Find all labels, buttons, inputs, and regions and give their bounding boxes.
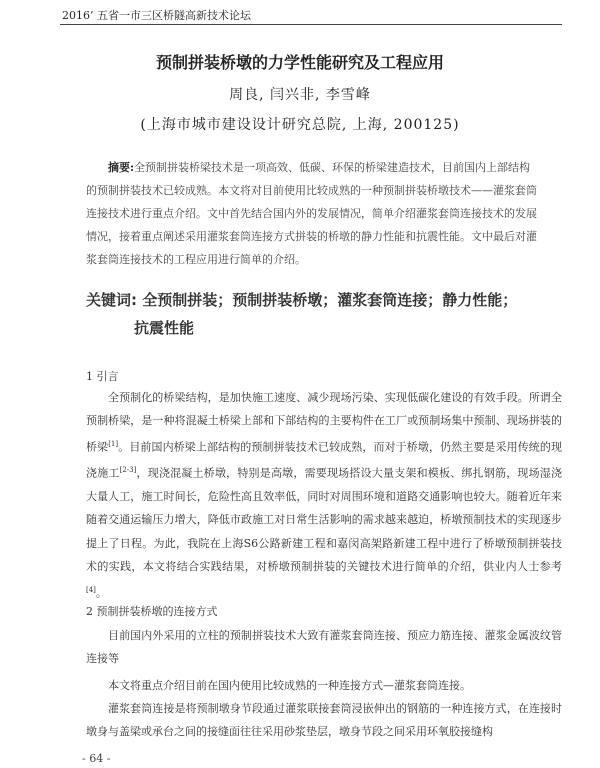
paper-title: 预制拼装桥墩的力学性能研究及工程应用 [155, 53, 444, 72]
keywords-line1: 全预制拼装；预制拼装桥墩；灌浆套筒连接；静力性能； [142, 291, 518, 309]
keywords [86, 286, 550, 342]
citation: [2-3] [119, 465, 137, 474]
keywords-label: 关键词: [86, 291, 137, 309]
section-heading-connections: 2 预制拼装桥墩的连接方式 [86, 605, 218, 618]
citation: [1] [108, 439, 119, 448]
abstract-label: 摘要: [108, 161, 135, 174]
page-number: - 64 - [82, 752, 111, 765]
keywords-line2: 抗震性能 [134, 319, 195, 337]
connections-paragraph-1: 目前国内外采用的立柱的预制拼装技术大致有灌浆套筒连接、预应力筋连接、灌浆金属波纹管连接等 [86, 629, 562, 666]
running-header: 2016’ 五省一市三区桥隧高新技术论坛 [62, 9, 251, 22]
paper-authors: 周良, 闫兴非, 李雪峰 [229, 87, 371, 103]
citation: [4] [86, 585, 96, 594]
abstract-text: 全预制拼装桥梁技术是一项高效、低碳、环保的桥梁建造技术，目前国内上部结构的预制拼装技术已较成熟。本文将对目前使用比较成熟的一种预制拼装桥墩技术——灌浆套筒连接技术进行重点介绍。文中首先结合国内外的发展情况，简单介绍灌浆套筒连接技术的发展情况，接着重点阐述采用灌浆套筒连接方式拼装的桥墩的静力性能和抗震性能。文中最后对灌浆套筒连接技术的工程应用进行简单的介绍。 [86, 161, 537, 266]
connections-paragraph-2: 本文将重点介绍目前在国内使用比较成熟的一种连接方式—灌浆套筒连接。 [108, 679, 471, 692]
paper-affiliation: (上海市城市建设设计研究总院, 上海, 200125) [140, 117, 460, 133]
abstract [86, 156, 538, 271]
header-divider [60, 24, 562, 25]
intro-paragraph: 全预制化的桥梁结构，是加快施工速度、减少现场污染、实现低碳化建设的有效手段。所谓全预制桥梁，是一种将混凝土桥梁上部和下部结构的主要构件在工厂或预制场集中预制、现场拼装的桥梁[1]。目前国内桥梁上部结构的预制拼装技术已较成熟，而对于桥墩，仍然主要是采用传统的现浇施工[2-3]，现浇混凝土桥墩，特别是高墩，需要现场搭设大量支架和模板、绑扎钢筋，现场湿浇大量人工，施工时间长，危险性高且效率低，同时对周围环境和道路交通影响也较大。随着近年来随着交通运输压力增大，降低市政施工对日常生活影响的需求越来越迫，桥墩预制技术的实现逐步提上了日程。为此，我院在上海S6公路新建工程和嘉闵高架路新建工程中进行了桥墩预制拼装技术的实践，本文将结合实践结果，对桥墩预制拼装的关键技术进行简单的介绍，供业内人士参考[4]。 [86, 391, 563, 600]
connections-paragraph-3: 灌浆套筒连接是将预制墩身节段通过灌浆联接套筒浸嵌伸出的钢筋的一种连接方式，在连接时墩身与盖梁或承台之间的接缝面往往采用砂浆垫层，墩身节段之间采用环氧胶接缝构 [86, 702, 562, 739]
section-heading-intro: 1 引言 [86, 370, 119, 383]
